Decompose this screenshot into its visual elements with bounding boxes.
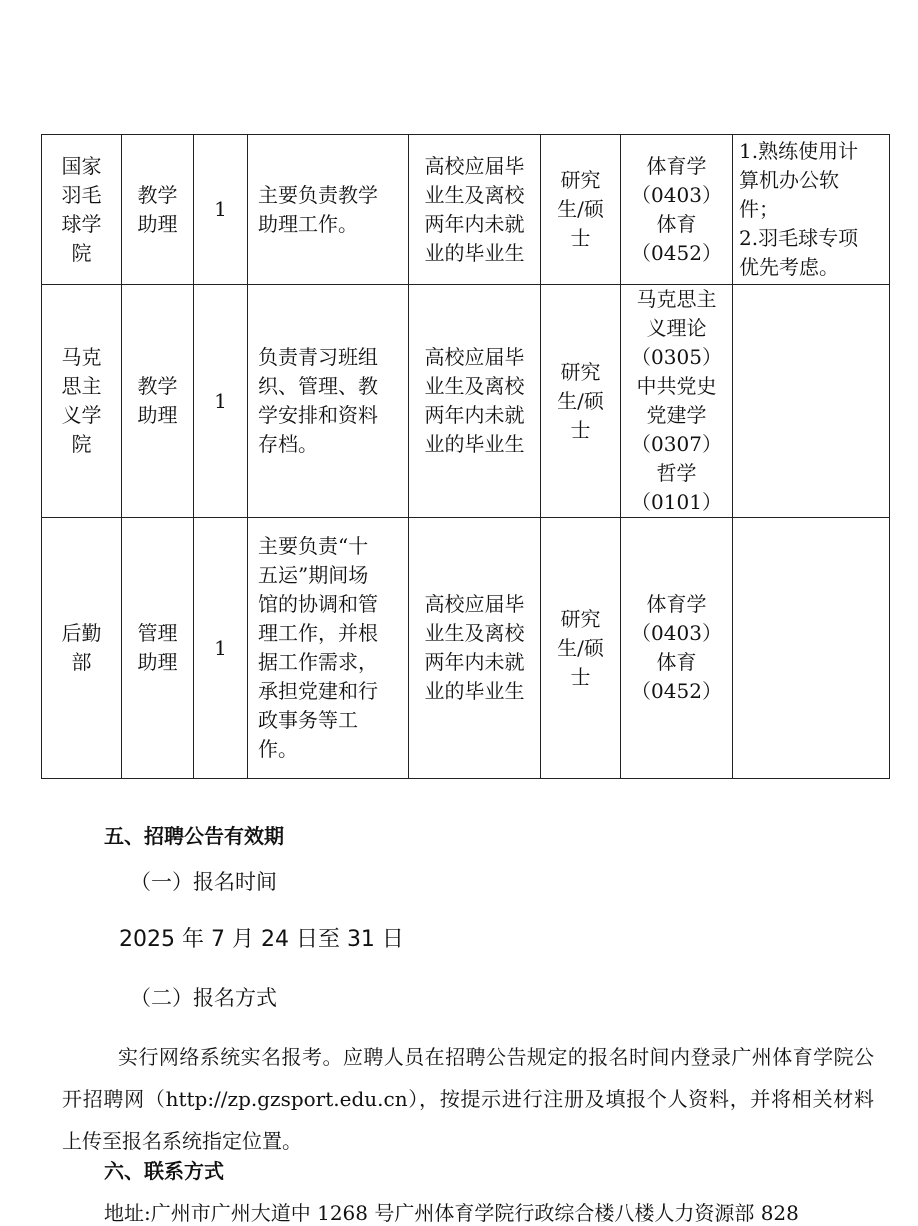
- department-cell: 后勤 部: [42, 518, 122, 779]
- requirements-cell: [733, 518, 890, 779]
- target-cell: 高校应届毕 业生及离校 两年内未就 业的毕业生: [409, 135, 541, 285]
- contact-address: 地址:广州市广州大道中 1268 号广州体育学院行政综合楼八楼人力资源部 828: [104, 1201, 799, 1225]
- target-cell: 高校应届毕 业生及离校 两年内未就 业的毕业生: [409, 518, 541, 779]
- registration-date: 2025 年 7 月 24 日至 31 日: [119, 927, 404, 952]
- registration-method-paragraph: 实行网络系统实名报考。应聘人员在招聘公告规定的报名时间内登录广州体育学院公开招聘网（http://zp.gzsport.edu.cn），按提示进行注册及填报个人资料，并将相关材料上传至报名系统指定位置。: [62, 1045, 874, 1153]
- registration-method-subheading: （二）报名方式: [130, 986, 277, 1010]
- duties-cell: 负责青习班组 织、管理、教 学安排和资料 存档。: [248, 285, 409, 518]
- table-row: [42, 135, 890, 285]
- major-cell: 体育学 （0403） 体育 （0452）: [621, 135, 733, 285]
- position-cell: 教学 助理: [122, 285, 194, 518]
- table-row: [42, 518, 890, 779]
- major-cell: 体育学 （0403） 体育 （0452）: [621, 518, 733, 779]
- positions-table: [41, 134, 890, 779]
- department-cell: 国家 羽毛 球学 院: [42, 135, 122, 285]
- target-cell: 高校应届毕 业生及离校 两年内未就 业的毕业生: [409, 285, 541, 518]
- section6-heading: 六、联系方式: [104, 1159, 224, 1183]
- position-cell: 教学 助理: [122, 135, 194, 285]
- duties-cell: 主要负责教学 助理工作。: [248, 135, 409, 285]
- requirements-cell: [733, 285, 890, 518]
- count-cell: 1: [194, 285, 248, 518]
- department-cell: 马克 思主 义学 院: [42, 285, 122, 518]
- duties-cell: 主要负责“十 五运”期间场 馆的协调和管 理工作，并根 据工作需求， 承担党建和行 政事务等工 作。: [248, 518, 409, 779]
- requirements-cell: 1.熟练使用计 算机办公软 件； 2.羽毛球专项 优先考虑。: [733, 135, 890, 285]
- position-cell: 管理 助理: [122, 518, 194, 779]
- degree-cell: 研究 生/硕 士: [541, 285, 621, 518]
- table-row: [42, 285, 890, 518]
- degree-cell: 研究 生/硕 士: [541, 135, 621, 285]
- registration-time-subheading: （一）报名时间: [130, 870, 277, 894]
- count-cell: 1: [194, 518, 248, 779]
- count-cell: 1: [194, 135, 248, 285]
- degree-cell: 研究 生/硕 士: [541, 518, 621, 779]
- major-cell: 马克思主 义理论 （0305） 中共党史 党建学 （0307） 哲学 （0101）: [621, 285, 733, 518]
- section5-heading: 五、招聘公告有效期: [104, 824, 284, 848]
